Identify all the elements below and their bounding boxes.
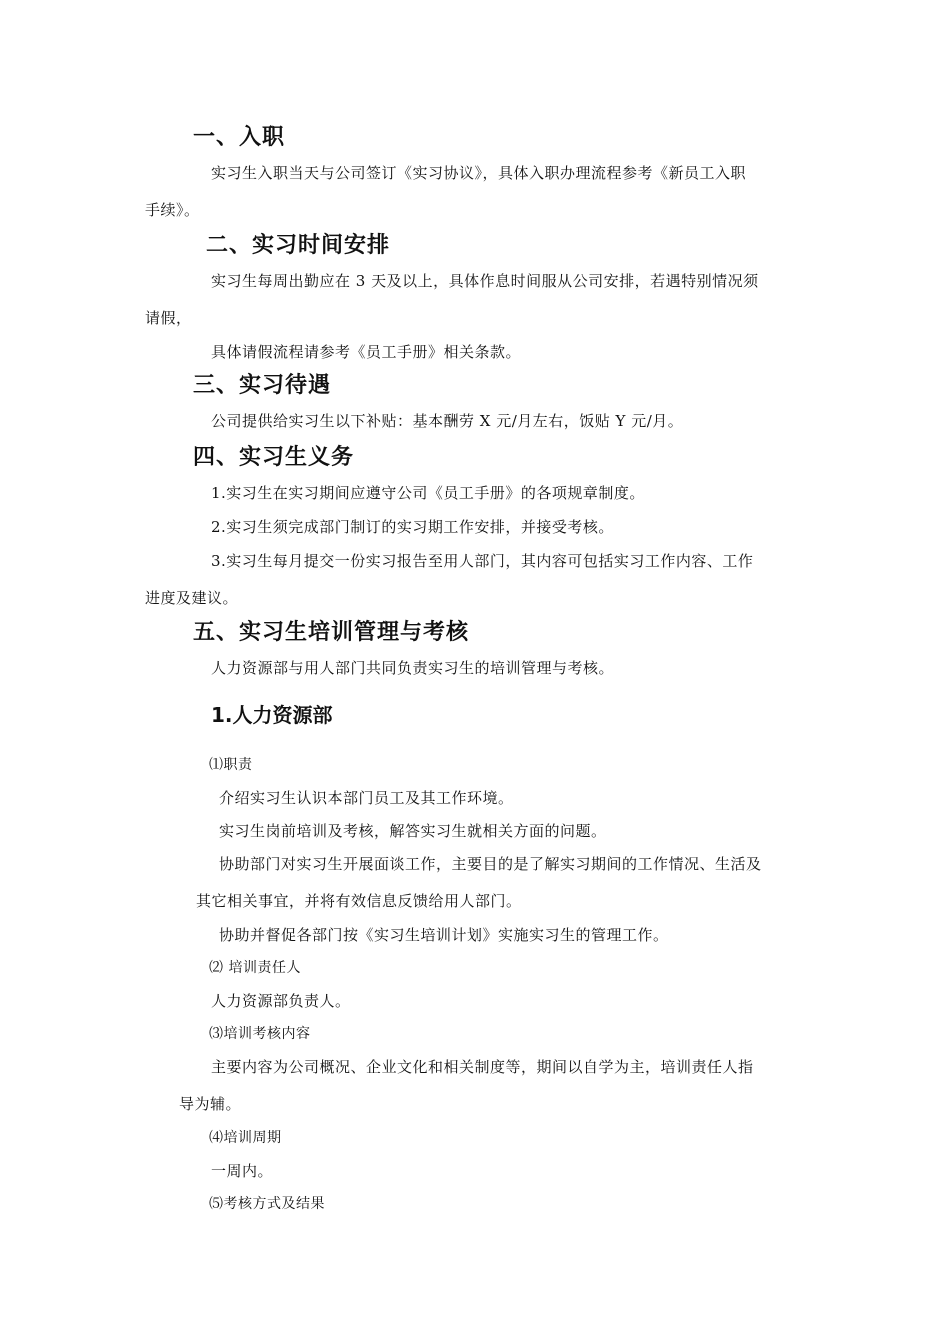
item-text: 主要内容为公司概况、企业文化和相关制度等，期间以自学为主，培训责任人指 bbox=[211, 1058, 754, 1076]
item-text: 一周内。 bbox=[211, 1162, 274, 1180]
list-item: 1.实习生在实习期间应遵守公司《员工手册》的各项规章制度。 bbox=[211, 484, 645, 502]
paragraph-line: 手续》。 bbox=[145, 201, 200, 219]
paragraph-line: 实习生每周出勤应在 3 天及以上，具体作息时间服从公司安排，若遇特别情况须 bbox=[211, 272, 759, 290]
list-item-continuation: 进度及建议。 bbox=[145, 589, 239, 607]
list-item: 2.实习生须完成部门制订的实习期工作安排，并接受考核。 bbox=[211, 518, 614, 536]
item-text: 协助并督促各部门按《实习生培训计划》实施实习生的管理工作。 bbox=[219, 926, 669, 944]
subsection-heading-hr: 1.人力资源部 bbox=[211, 703, 333, 727]
item-label: ⑷培训周期 bbox=[209, 1130, 282, 1146]
paragraph-line: 请假， bbox=[145, 309, 192, 327]
section-heading-benefits: 三、实习待遇 bbox=[193, 373, 332, 398]
item-text: 实习生岗前培训及考核，解答实习生就相关方面的问题。 bbox=[219, 822, 607, 840]
section-heading-onboarding: 一、入职 bbox=[193, 125, 286, 150]
item-label: ⑵ 培训责任人 bbox=[209, 960, 301, 976]
paragraph-line: 实习生入职当天与公司签订《实习协议》，具体入职办理流程参考《新员工入职 bbox=[211, 164, 747, 182]
item-text: 导为辅。 bbox=[179, 1095, 242, 1113]
item-text: 人力资源部负责人。 bbox=[211, 992, 351, 1010]
item-text: 其它相关事宜，并将有效信息反馈给用人部门。 bbox=[196, 892, 522, 910]
item-label: ⑴职责 bbox=[209, 757, 253, 773]
section-heading-training: 五、实习生培训管理与考核 bbox=[193, 620, 470, 645]
paragraph-line: 具体请假流程请参考《员工手册》相关条款。 bbox=[211, 343, 522, 361]
item-text: 介绍实习生认识本部门员工及其工作环境。 bbox=[219, 789, 514, 807]
paragraph-line: 公司提供给实习生以下补贴：基本酬劳 X 元/月左右，饭贴 Y 元/月。 bbox=[211, 412, 684, 430]
section-heading-obligations: 四、实习生义务 bbox=[193, 445, 355, 470]
section-heading-schedule: 二、实习时间安排 bbox=[206, 233, 391, 258]
list-item: 3.实习生每月提交一份实习报告至用人部门，其内容可包括实习工作内容、工作 bbox=[211, 552, 754, 570]
item-label: ⑸考核方式及结果 bbox=[209, 1196, 325, 1212]
item-label: ⑶培训考核内容 bbox=[209, 1026, 311, 1042]
paragraph-line: 人力资源部与用人部门共同负责实习生的培训管理与考核。 bbox=[211, 659, 615, 677]
item-text: 协助部门对实习生开展面谈工作，主要目的是了解实习期间的工作情况、生活及 bbox=[219, 855, 762, 873]
